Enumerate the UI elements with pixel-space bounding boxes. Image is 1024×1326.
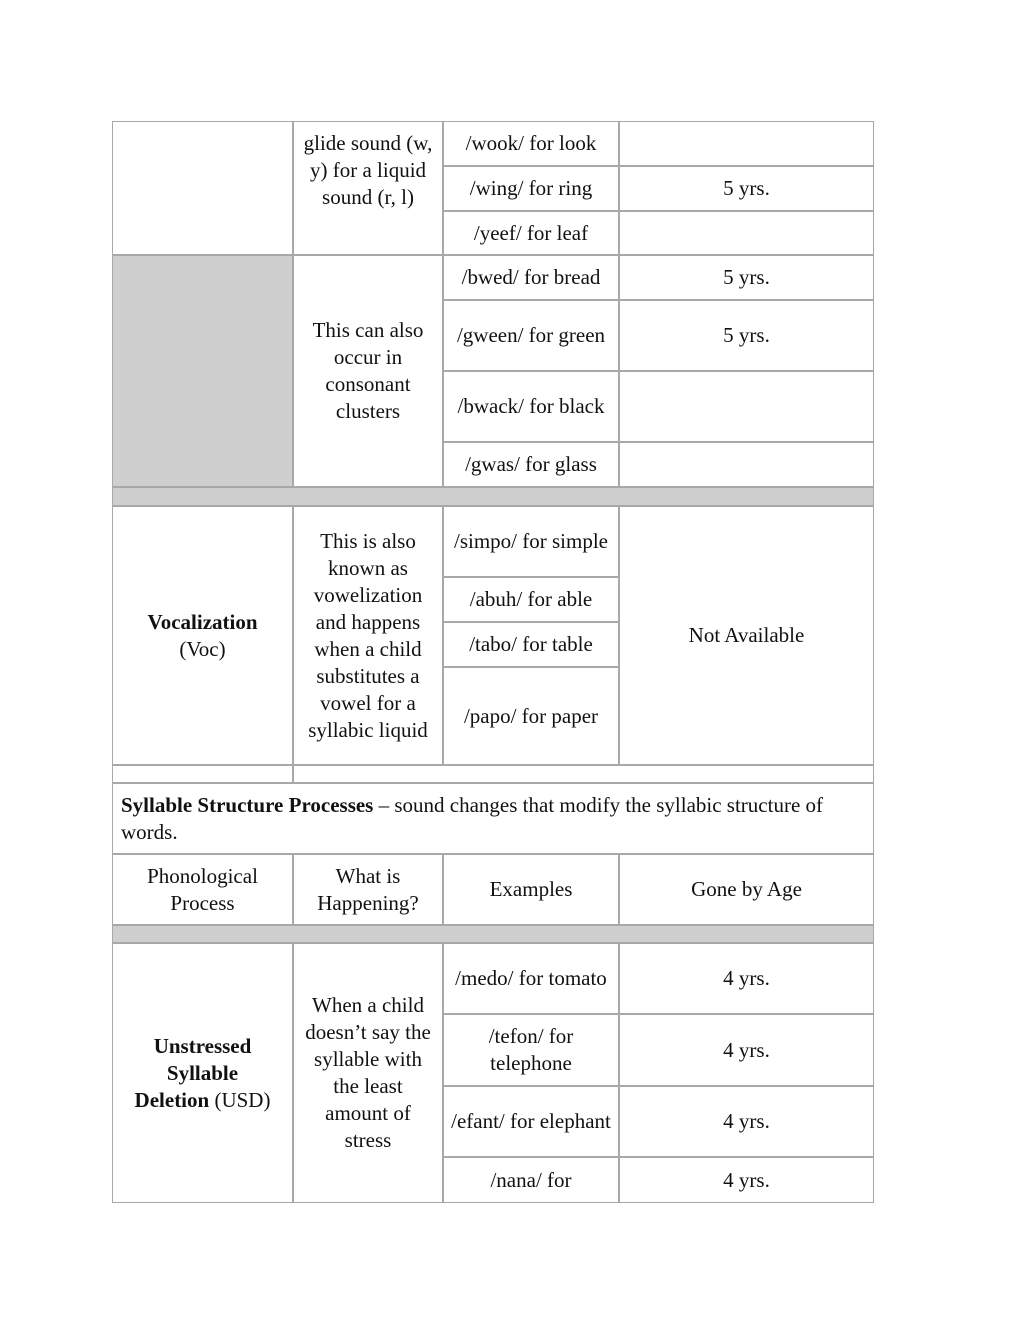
- example-text: /gwas/ for glass: [465, 452, 597, 476]
- age-cell: [619, 506, 874, 765]
- age-cell: [619, 121, 874, 166]
- example-text: /bwed/ for bread: [461, 265, 601, 289]
- age-text: 4 yrs.: [723, 1167, 770, 1192]
- section-divider: [112, 487, 874, 506]
- example-text: /bwack/ for black: [457, 394, 605, 418]
- header-text: Phonological Process: [147, 863, 258, 915]
- age-cell: [619, 1157, 874, 1203]
- example-cell: [443, 506, 619, 577]
- age-text: 5 yrs.: [723, 265, 770, 289]
- example-cell: [443, 577, 619, 622]
- example-text: /nana/ for: [490, 1167, 572, 1192]
- age-text: 4 yrs.: [723, 1109, 770, 1133]
- process-abbreviation: (USD): [209, 1087, 271, 1112]
- description-cell: [293, 121, 443, 255]
- description-cell: [293, 943, 443, 1203]
- age-text: 4 yrs.: [723, 1037, 770, 1062]
- example-text: /gween/ for green: [456, 323, 606, 347]
- example-cell: [443, 166, 619, 211]
- age-cell: [619, 442, 874, 487]
- example-text: /papo/ for paper: [463, 703, 599, 728]
- process-name: Unstressed Syllable: [153, 1033, 252, 1085]
- example-cell: [443, 1086, 619, 1157]
- header-text: Gone by Age: [691, 877, 802, 901]
- process-name-cell: [112, 943, 293, 1203]
- description-text: This can also occur in consonant clusters: [312, 318, 424, 423]
- age-text: 5 yrs.: [723, 323, 770, 347]
- spacer-cell: [112, 765, 293, 783]
- example-text: /tabo/ for table: [469, 632, 593, 656]
- description-text: When a child doesn’t say the syllable with the least amount of stress: [305, 993, 431, 1152]
- age-cell: [619, 1086, 874, 1157]
- age-text: Not Available: [688, 623, 805, 647]
- description-cell: [293, 506, 443, 765]
- section-heading-description: – sound changes that modify the syllabic structure of words.: [121, 792, 824, 844]
- example-cell: [443, 371, 619, 442]
- example-cell: [443, 1014, 619, 1086]
- example-cell: [443, 121, 619, 166]
- section-heading-title: Syllable Structure Processes: [121, 792, 374, 817]
- description-cell: [293, 255, 443, 487]
- header-what: [293, 854, 443, 925]
- header-text: What is Happening?: [317, 863, 419, 915]
- example-text: /medo/ for tomato: [455, 966, 607, 990]
- process-name: Vocalization: [147, 609, 258, 634]
- spacer-cell: [293, 765, 874, 783]
- process-cell-shaded: [112, 255, 293, 487]
- example-text: /wook/ for look: [465, 131, 597, 155]
- process-name-cont: Deletion: [134, 1087, 210, 1112]
- age-cell: [619, 211, 874, 255]
- example-text: /wing/ for ring: [469, 176, 593, 200]
- example-text: /yeef/ for leaf: [473, 220, 589, 245]
- age-cell: [619, 371, 874, 442]
- example-text: /simpo/ for simple: [454, 529, 608, 553]
- process-cell-empty: [112, 121, 293, 255]
- age-text: 4 yrs.: [723, 966, 770, 990]
- header-examples: [443, 854, 619, 925]
- age-cell: [619, 1014, 874, 1086]
- example-cell: [443, 622, 619, 667]
- example-cell: [443, 300, 619, 371]
- description-text: glide sound (w, y) for a liquid sound (r, l): [303, 131, 433, 209]
- age-cell: [619, 943, 874, 1014]
- age-text: 5 yrs.: [723, 176, 770, 200]
- example-text: /tefon/ for telephone: [488, 1024, 574, 1075]
- example-cell: [443, 211, 619, 255]
- process-abbreviation: (Voc): [179, 636, 226, 661]
- section-divider: [112, 925, 874, 943]
- example-cell: [443, 667, 619, 765]
- example-cell: [443, 943, 619, 1014]
- example-cell: [443, 1157, 619, 1203]
- example-cell: [443, 255, 619, 300]
- header-age: [619, 854, 874, 925]
- process-name-cell: [112, 506, 293, 765]
- phonological-process-table: [112, 121, 874, 1203]
- example-text: /abuh/ for able: [469, 587, 593, 611]
- age-cell: [619, 300, 874, 371]
- age-cell: [619, 166, 874, 211]
- section-heading-cell: [112, 783, 874, 854]
- description-text: This is also known as vowelization and happens when a child substitutes a vowel for a syllabic liquid: [308, 528, 428, 742]
- age-cell: [619, 255, 874, 300]
- example-cell: [443, 442, 619, 487]
- example-text: /efant/ for elephant: [451, 1109, 611, 1133]
- header-text: Examples: [489, 877, 573, 901]
- header-process: [112, 854, 293, 925]
